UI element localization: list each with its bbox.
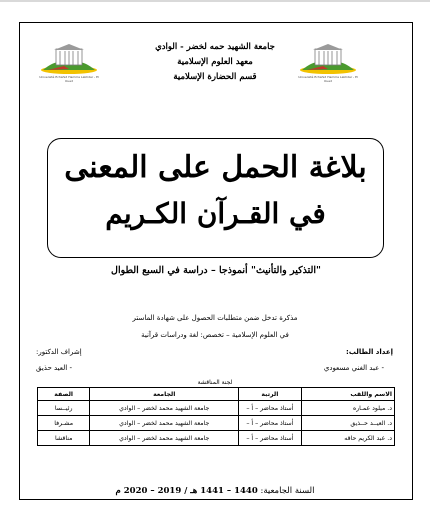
memo-line2: في العلوم الإسلامية – تخصص: لغة ودراسات قرآنية <box>141 331 289 339</box>
student-label: إعداد الطالب: <box>346 348 393 356</box>
member-name: د. عبد الكريم حاقه <box>301 431 394 446</box>
supervisor-name: - العيد حذيق <box>36 364 73 372</box>
member-rank: أستاذ محاضر – أ – <box>239 401 302 416</box>
top-edge <box>0 0 430 2</box>
committee-label: لجنة المناقشة <box>197 379 233 386</box>
department-name: قسم الحضارة الإسلامية <box>173 72 257 82</box>
thesis-subtitle: "التذكير والتأنيث" أنموذجا – دراسة في السبع الطوال <box>111 265 321 276</box>
thesis-title-line2: في القـرآن الكـريم <box>105 197 326 230</box>
academic-year-value: 1440 – 1441 هـ / 2019 – 2020 م <box>115 486 258 496</box>
member-university: جامعة الشهيد محمد لخضر – الوادي <box>90 431 239 446</box>
member-rank: أستاذ محاضر – أ – <box>239 431 302 446</box>
academic-year <box>80 486 350 496</box>
header-role: الصفة <box>38 388 90 401</box>
thesis-title-line1: بلاغة الحمل على المعنى <box>64 150 367 185</box>
header-university: الجامعة <box>90 388 239 401</box>
table-row <box>38 416 395 431</box>
university-logo-icon <box>38 43 100 75</box>
table-header-row <box>38 388 395 401</box>
member-role: رئيــسا <box>38 401 90 416</box>
supervisor-label: إشراف الدكتور: <box>36 348 82 356</box>
member-rank: أستاذ محاضر – أ – <box>239 416 302 431</box>
member-name: د. ميلود عمـاره <box>301 401 394 416</box>
memo-line1: مذكرة تدخل ضمن متطلبات الحصول على شهادة الماستر <box>132 314 298 322</box>
member-role: مناقشا <box>38 431 90 446</box>
logo-caption: Université Echahid Hamma Lakhdar - El Oued <box>298 75 358 83</box>
institute-name: معهد العلوم الإسلامية <box>177 57 253 67</box>
header-name: الاسم واللقب <box>301 388 394 401</box>
university-name: جامعة الشهيد حمه لخضر - الوادي <box>155 42 275 52</box>
committee-table <box>37 387 395 446</box>
member-role: مشـرفا <box>38 416 90 431</box>
logo-caption: Université Echahid Hamma Lakhdar - El Oued <box>39 75 99 83</box>
table-row <box>38 431 395 446</box>
university-logo-left <box>38 43 100 81</box>
student-name: - عبد الغني مسعودي <box>323 364 384 372</box>
institution-header <box>110 40 320 85</box>
table-row <box>38 401 395 416</box>
academic-year-label: السنة الجامعية: <box>260 486 315 496</box>
header-rank: الرتبة <box>239 388 302 401</box>
member-university: جامعة الشهيد محمد لخضر – الوادي <box>90 401 239 416</box>
member-university: جامعة الشهيد محمد لخضر – الوادي <box>90 416 239 431</box>
member-name: د. العيــد حــذيق <box>301 416 394 431</box>
